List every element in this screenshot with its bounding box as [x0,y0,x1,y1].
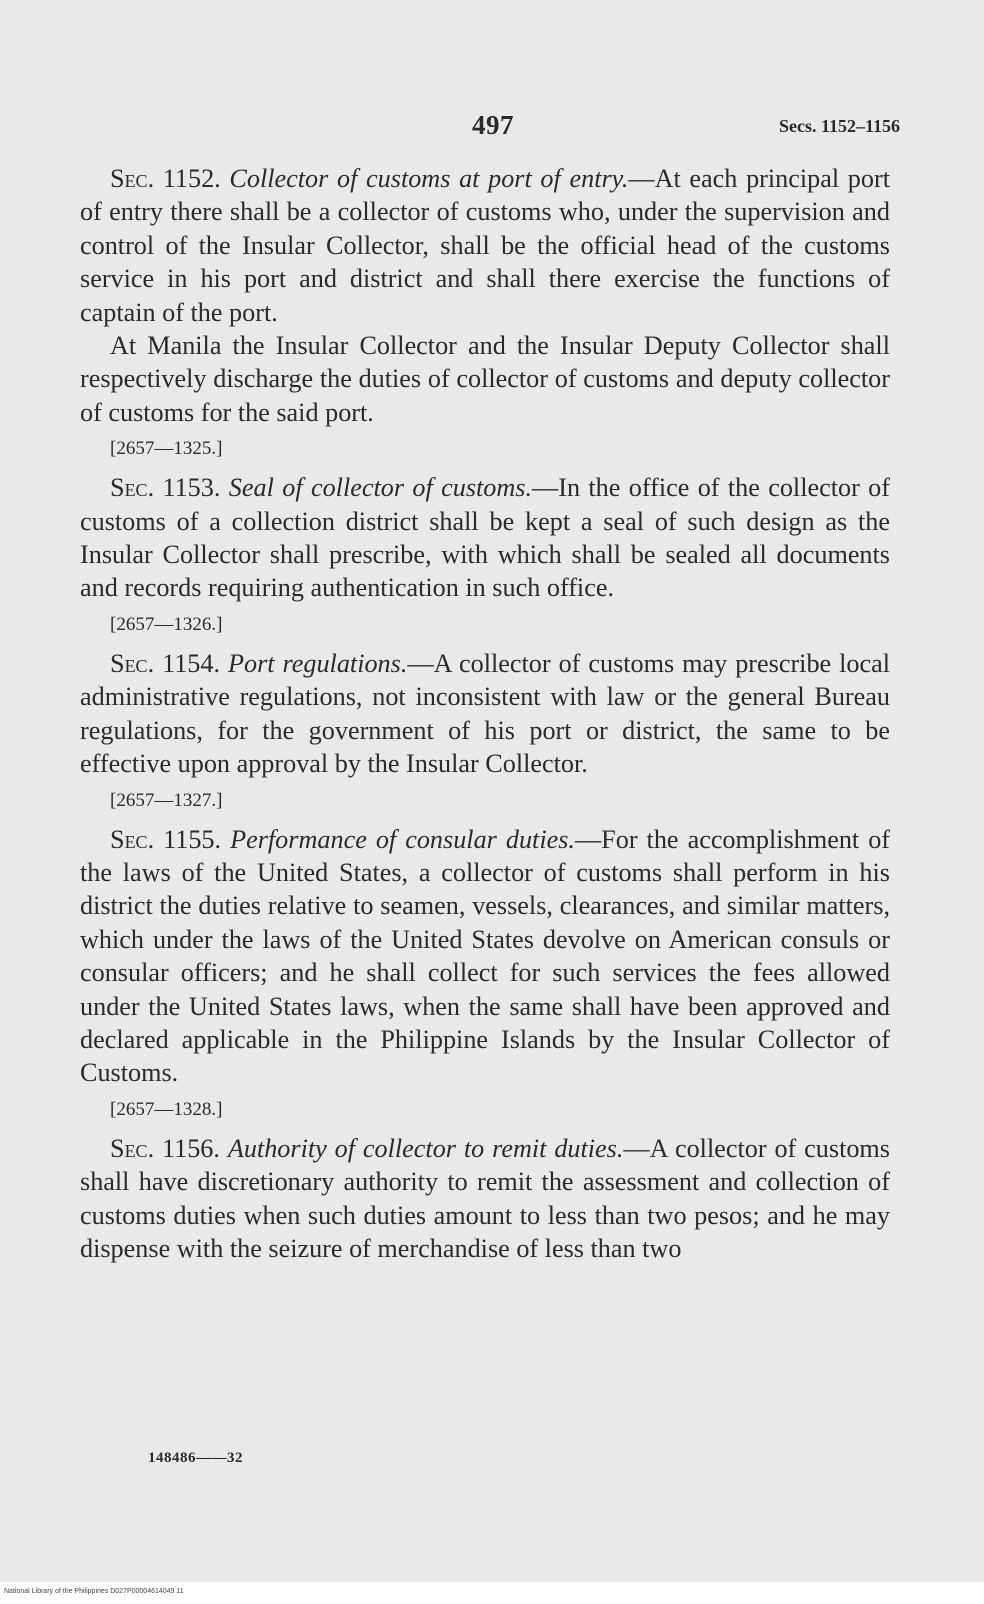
running-head: Secs. 1152–1156 [778,116,900,136]
section-1154-citation: [2657—1327.] [110,789,223,811]
section-text: —At each principal port of entry there shall be a collector of customs who, under the supervision and control of the Insular Collector, shall be the official head of the customs service in his port and district and shall there exercise the functions of captain of the port. [80,164,890,327]
section-label: Sec. 1156. [110,1133,220,1163]
section-title: Port regulations. [228,648,408,678]
page-number: 497 [472,110,514,140]
scan-info-strip [0,1582,984,1604]
section-title: Collector of customs at port of entry. [229,164,629,193]
section-1155-citation: [2657—1328.] [110,1098,223,1120]
section-title: Authority of collector to remit duties. [227,1133,624,1163]
section-text: —In the office of the collector of customs of a collection district shall be kept a seal of such design as the Insular Collector shall prescribe, with which shall be sealed all documents and records requiring authentication in such office. [80,473,890,603]
section-text: —For the accomplishment of the laws of the United States, a collector of customs shall perform in his district the duties relative to seamen, vessels, clearances, and similar matters, which under the laws of the United States devolve on American consuls or consular officers; and he shall collect for such services the fees allowed under the United States laws, when the same shall have been approved and declared applicable in the Philippine Islands by the Insular Collector of Customs. [80,824,891,1088]
printer-signature: 148486——32 [148,1450,243,1466]
section-text: —A collector of customs shall have discretionary authority to remit the assessment and collection of customs duties when such duties amount to less than two pesos; and he may dispense with the seizure of merchandise of less than two [80,1133,890,1263]
section-1152-paragraph-1 [80,162,890,329]
section-1153-citation: [2657—1326.] [110,613,223,635]
section-1152-paragraph-2: At Manila the Insular Collector and the Insular Deputy Collector shall respectively discharge the duties of collector of customs and deputy collector of customs for the said port. [80,331,890,427]
section-1156-paragraph-1 [80,1132,890,1266]
section-label: Sec. 1153. [110,473,221,503]
body-text [80,162,890,1265]
scan-info-text: National Library of the Philippines D027P00004614049 11 [4,1588,184,1595]
section-text: —A collector of customs may prescribe local administrative regulations, not inconsistent with law or the general Bureau regulations, for the government of his port or district, the same to be effective upon approval by the Insular Collector. [80,648,891,779]
page-header [90,110,900,150]
section-1153-paragraph-1 [80,471,890,605]
section-label: Sec. 1155. [110,824,222,854]
section-1154-paragraph-1 [80,647,890,781]
section-label: Sec. 1152. [110,164,221,193]
section-title: Seal of collector of customs. [228,473,533,503]
section-1152-citation: [2657—1325.] [110,438,223,460]
section-label: Sec. 1154. [110,648,221,678]
section-1155-paragraph-1 [80,823,890,1090]
section-title: Performance of consular duties. [230,824,575,854]
